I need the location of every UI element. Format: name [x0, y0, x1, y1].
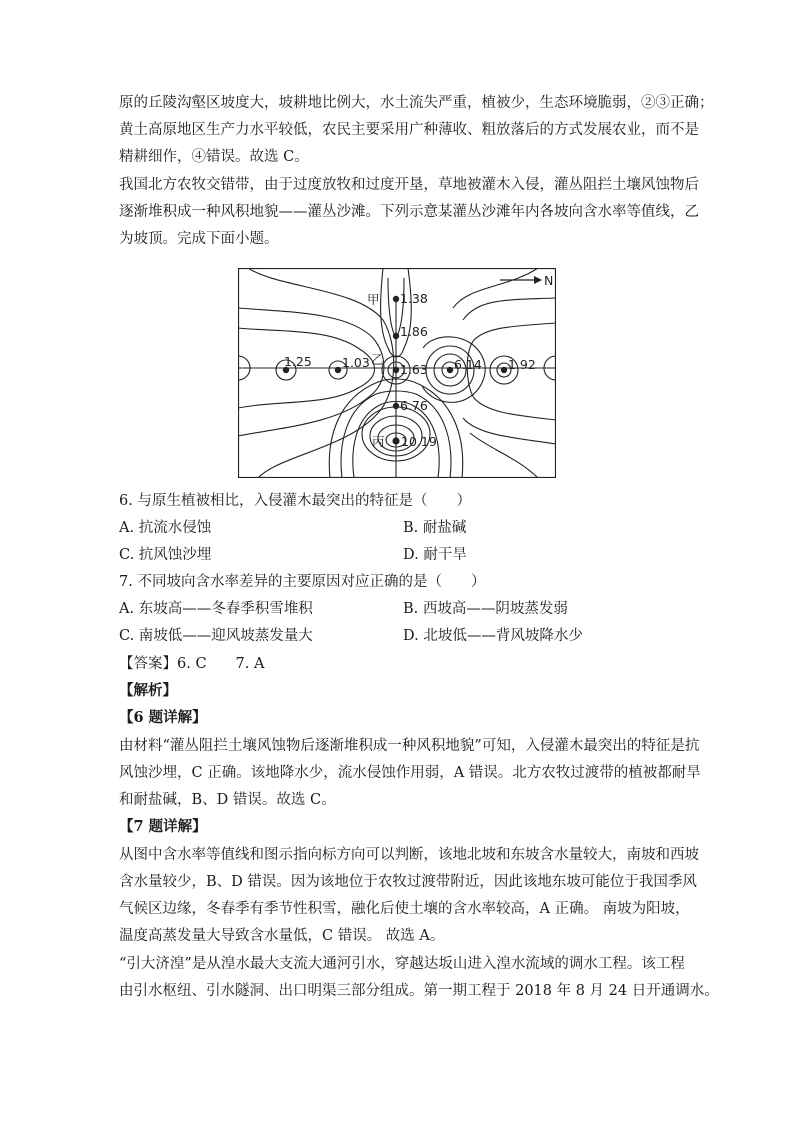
text-line: 精耕细作，④错误。故选 C。	[119, 149, 309, 165]
q7-option-a: A. 东坡高——冬春季积雪堆积	[119, 601, 313, 617]
text-line: 含水量较少，B、D 错误。因为该地位于农牧过渡带附近，因此该地东坡可能位于我国季风	[119, 874, 697, 890]
text-line: 为坡顶。完成下面小题。	[119, 231, 279, 247]
text-line: 由材料“灌丛阻拦土壤风蚀物后逐渐堆积成一种风积地貌”可知，入侵灌木最突出的特征是抗	[119, 738, 700, 754]
question-6-stem: 6. 与原生植被相比，入侵灌木最突出的特征是（ ）	[119, 493, 471, 509]
label-jia: 甲	[367, 292, 380, 307]
value-label: 1.03	[342, 355, 370, 370]
contour-map-figure	[238, 268, 556, 478]
label-yi: 乙	[371, 352, 384, 367]
text-line: 原的丘陵沟壑区坡度大，坡耕地比例大，水土流失严重，植被少，生态环境脆弱，②③正确；	[119, 95, 714, 111]
label-bing: 丙	[372, 434, 385, 449]
value-label: 1.63	[400, 362, 428, 377]
point	[393, 333, 399, 339]
text-line: 由引水枢纽、引水隧洞、出口明渠三部分组成。第一期工程于 2018 年 8 月 24 日开通调水。	[119, 983, 719, 999]
detail-7-heading: 【7 题详解】	[119, 818, 207, 835]
question-7-stem: 7. 不同坡向含水率差异的主要原因对应正确的是（ ）	[119, 574, 486, 590]
q7-option-c: C. 南坡低——迎风坡蒸发量大	[119, 628, 313, 644]
point-yi	[393, 367, 399, 373]
point	[335, 367, 341, 373]
q7-option-b: B. 西坡高——阴坡蒸发弱	[403, 601, 568, 617]
value-label: 6.14	[454, 357, 482, 372]
point	[393, 403, 399, 409]
text-line: 黄土高原地区生产力水平较低，农民主要采用广种薄收、粗放落后的方式发展农业，而不是	[119, 122, 699, 138]
q6-option-b: B. 耐盐碱	[403, 520, 467, 536]
answer-line: 【答案】6. C 7. A	[119, 656, 265, 672]
text-line: 和耐盐碱，B、D 错误。故选 C。	[119, 792, 336, 808]
north-label: N	[544, 273, 554, 288]
point	[501, 367, 507, 373]
text-line: “引大济湟”是从湟水最大支流大通河引水，穿越达坂山进入湟水流域的调水工程。该工程	[119, 956, 685, 972]
q7-option-d: D. 北坡低——背风坡降水少	[403, 628, 583, 644]
value-label: 1.25	[284, 354, 312, 369]
point	[447, 367, 453, 373]
q6-option-a: A. 抗流水侵蚀	[119, 520, 212, 536]
detail-6-heading: 【6 题详解】	[119, 709, 207, 726]
text-line: 我国北方农牧交错带，由于过度放牧和过度开垦，草地被灌木入侵，灌丛阻拦土壤风蚀物后	[119, 177, 699, 193]
value-label: 6.76	[400, 398, 428, 413]
text-line: 气候区边缘，冬春季有季节性积雪，融化后使土壤的含水率较高，A 正确。 南坡为阳坡，	[119, 901, 690, 917]
value-label: 1.92	[508, 357, 536, 372]
text-line: 从图中含水率等值线和图示指向标方向可以判断，该地北坡和东坡含水量较大，南坡和西坡	[119, 847, 699, 863]
q6-option-c: C. 抗风蚀沙埋	[119, 547, 212, 563]
q6-option-d: D. 耐干旱	[403, 547, 467, 563]
value-label: 10.19	[401, 434, 437, 449]
point-jia	[393, 296, 399, 302]
text-line: 温度高蒸发量大导致含水量低，C 错误。 故选 A。	[119, 928, 445, 944]
text-line: 逐渐堆积成一种风积地貌——灌丛沙滩。下列示意某灌丛沙滩年内各坡向含水率等值线，乙	[119, 204, 699, 220]
value-label: 1.86	[400, 324, 428, 339]
value-label: 1.38	[400, 291, 428, 306]
analysis-heading: 【解析】	[119, 682, 177, 699]
point-bing	[392, 437, 399, 444]
text-line: 风蚀沙埋，C 正确。该地降水少，流水侵蚀作用弱，A 错误。北方农牧过渡带的植被都耐旱	[119, 765, 701, 781]
